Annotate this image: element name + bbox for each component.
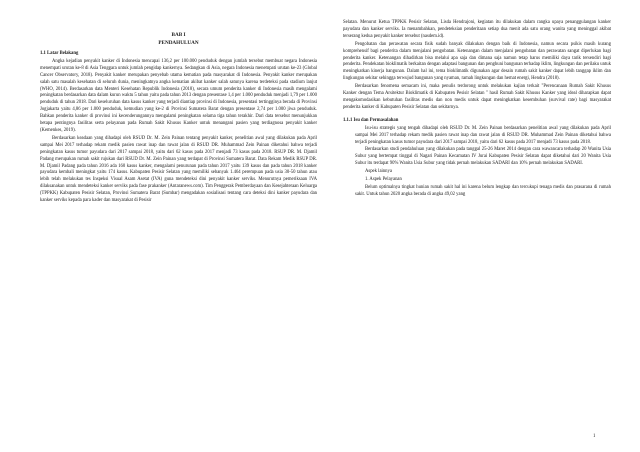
chapter-subtitle: PENDAHULUAN <box>158 40 199 46</box>
page-number: 1 <box>593 434 596 439</box>
paragraph: Isu-isu strategis yang tengah dihadapi oleh RSUD Dr. M. Zein Painan berdasarkan penelitian awal yang dilakukan pada April sampai Mei 2017 terhadap rekam medik pasien rawat inap dan rawat jalan di RSUD DR. Muhammad Zein Painan diketahui bahwa terjadi peningkatan kasus tumor payudara dari 2017 sampai 2018, yaitu dari 62 kasus pada 2017 menjadi 73 kasus pada 2018. <box>355 125 611 145</box>
aspects-label: Aspek lainnya <box>365 169 392 175</box>
right-column <box>343 20 611 200</box>
paragraph: Berdasarkan fenomena semacam ini, maka penulis terdorong untuk melakukan kajian terkait "Perencanaan Rumah Sakit Khusus Kanker dengan Tema Arsitektur Bioklimatik di Kabupaten Pesisir Selatan " hasil Rumah Sakit Khusus Kanker yang ideal diharapkan dapat mengakomodasikan kebutuhan fasilitas medis dan non medis untuk dapat meningkatkan kesembuhan (survival rate) bagi masyarakat penderita kanker di Kabupaten Pesisir Selatan dan sekitarnya. <box>343 84 611 110</box>
subsection-heading: 1.1.1 Isu dan Permasalahan <box>343 117 399 123</box>
paragraph: Berdasarkan studi pendahuluan yang dilakukan pada tanggal 25-26 Maret 2014 dengan cara wawancara terhadap 20 Wanita Usia Subur yang bertempat tinggal di Nagari Painan Kecamatan IV Jurai Kabupaten Pesisir Selatan dapat diketahui dari 20 Wanita Usia Subur itu terdapat 90% Wanita Usia Subur yang tidak pernah melakukan SADARI dan 10% pernah melakukan SADARI. <box>355 147 611 167</box>
paragraph: Pengobatan dan perawatan secara fisik sudah banyak dilakukan dengan baik di Indonesia, namun secara psikis masih kurang komprehensif bagi penderita dalam menjalani pengobatan. Ketenangan dalam menjalani pengobatan dan perawatan sangat diperlukan bagi penderita kanker. Ketenangan dihadirkan bisa melalui apa saja dan dimana saja namun tetap harus memiliki daya tarik tersendiri bagi penderita. Pendekatan bioklimatik berkaitan dengan adaptasi bangunan dan penghuni bangunan terhadap iklim, lingkungan dan perilaku untuk meningkatkan kinerja bangunan. Dalam hal ini, tema bioklimatik digunakan agar desain rumah sakit kanker dapat lebih tanggap iklim dan lingkungan sekitar sehingga terwujud bangunan yang nyaman, ramah lingkungan dan hemat energi, Hendra (2018). <box>343 41 611 82</box>
section-heading: 1.1 Latar Belakang <box>40 51 79 56</box>
subsection-body <box>343 126 611 199</box>
left-column <box>40 20 317 206</box>
paragraph: Selatan. Menurut Ketua TPPKK Pesisir Selatan, Lisda Hendrajoni, kegiatan itu dilakukan dalam rangka upaya penanggulangan kanker payudara dan kanker serviks. Ia menambahkan, pendeteksian penderitaan setiap dua menit ada satu orang wanita yang meninggal akibat terserang kedua penyakit kanker tersebut (nasdem.id). <box>343 20 611 39</box>
paragraph: Berdasarkan keadaan yang dihadapi oleh RSUD Dr. M. Zein Painan tentang penyakit kanker, penelitian awal yang dilakukan pada April sampai Mei 2017 terhadap rekam medik pasien rawat inap dan rawat jalan di RSUD DR. Muhammad Zein Painan diketahui bahwa terjadi peningkatan kasus tumor payudara dari 2017 sampai 2018, yaitu dari 62 kasus pada 2017 menjadi 73 kasus pada 2018. RSUP DR. M. Djamil Padang merupakan rumah sakit rujukan dari RSUD Dr. M. Zein Painan yang terdapat di Provinsi Sumatera Barat. Data Rekam Medik RSUP DR. M. Djamil Padang pada tahun 2016 ada 160 kasus kanker, mengalami penurunan pada tahun 2017 yaitu 139 kasus dan pada tahun 2018 kanker payudara kembali meningkat yaitu 174 kasus. Kabupaten Pesisir Selatan yang memiliki sebanyak 1.464 perempuan pada usia 30-50 tahun atau lebih telah melakukan tes Inspeksi Visual Asam Asetat (IVA) guna mendeteksi dini penyakit kanker serviks. Menurutnya pemeriksaan IVA dilaksanakan untuk mendeteksi kanker serviks pada fase prakanker (Antaranews.com). Tim Penggerak Pemberdayaan dan Kesejahteraan Keluarga (TPPKK) Kabupaten Pesisir Selatan, Provinsi Sumatera Barat (Sumbar) mengadakan sosialisasi tentang cara deteksi dini kanker payudara dan kanker serviks kepada para kader dan masyarakat di Pesisir <box>40 135 317 204</box>
chapter-title: BAB I <box>171 32 186 38</box>
paragraph: Angka kejadian penyakit kanker di Indonesia mencapai 136,2 per 100.000 penduduk dengan jumlah tersebut membuat negara Indonesia menempati urutan ke-8 di Asia Tenggara untuk jumlah pengidap kankernya. Sedangkan di Asia, negara Indonesia menempati urutan ke-23 (Global Cancer Observatory, 2018). Penyakit kanker merupakan penyebab utama kematian pada masyarakat di Indonesia. Penyakit kanker merupakan salah satu masalah kesehatan di seluruh dunia, meningkatnya angka kematian akibat kanker salah satunya karena terdeteksi pada stadium lanjut (WHO, 2014). Berdasarkan data Menteri Kesehatan Republik Indonesia (2018), secara umum penderita kanker di Indonesia masih mengalami peningkatan berdasarkan data dalam kurun waktu 5 tahun yaitu pada tahun 2013 dengan presentase 1,4 per 1.000 penduduk menjadi 1,79 per 1.000 penduduk di tahun 2018. Dari keseluruhan data kasus kanker yang terjadi diantiap provinsi di Indonesia, presentasi tertingginya berada di Provinsi Jogjakarta yaitu 4,86 per 1.000 penduduk, kemudian yang ke-2 di Provinsi Sumatera Barat dengan presentase 2,74 per 1.000 jiwa penduduk. Bahkan penderita kanker di provinsi ini kecenderungannya mengalami peningkatan selama tiga tahun terakhir. Dari data tersebut menunjukkan betapa pentingnya fasilitas serta pelayanan pada Rumah Sakit Khusus Kanker untuk menangani pasien yang terdiagnosa penyakit kanker (Kemenkes, 2019). <box>40 58 317 133</box>
paragraph: Belum optimalnya tingkat hunian rumah sakit hal ini karena belum lengkap dan tercukupi tenaga medis dan prasarana di rumah sakit. Untuk tahun 2020 angka berada di angka 49,02 yang <box>355 184 611 197</box>
list-item: 1. Aspek Pelayanan <box>365 177 402 183</box>
